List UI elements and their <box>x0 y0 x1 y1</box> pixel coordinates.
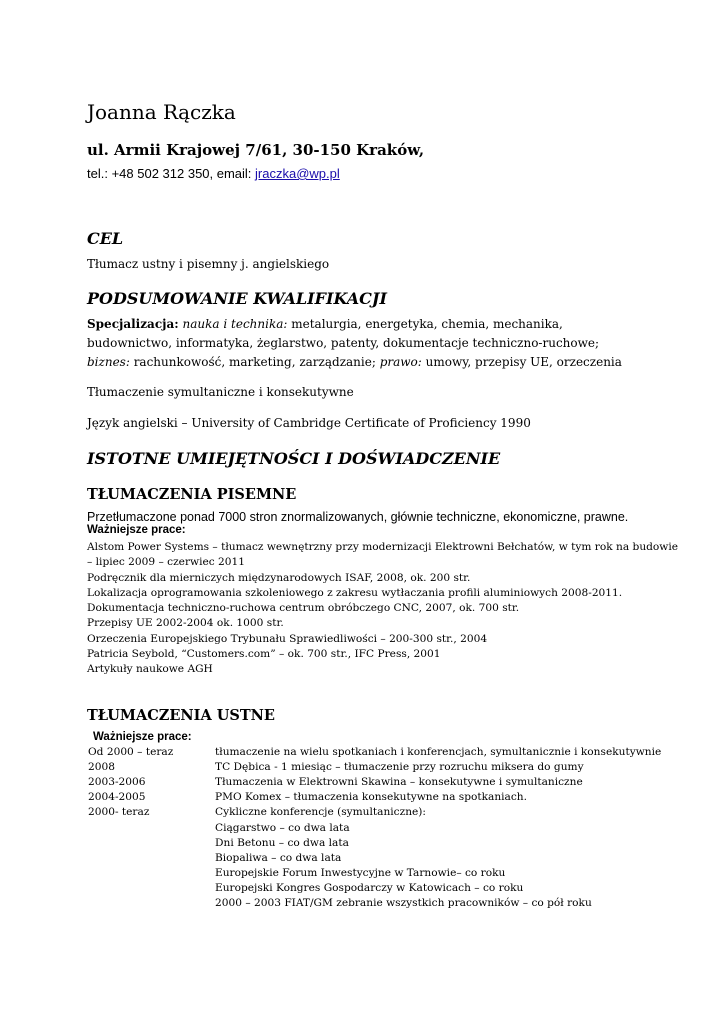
row-description: Cykliczne konferencje (symultaniczne): <box>215 806 426 818</box>
list-item: Dokumentacja techniczno-ruchowa centrum obróbczego CNC, 2007, ok. 700 str. <box>87 602 520 615</box>
subheading-ustne: TŁUMACZENIA USTNE <box>87 707 275 724</box>
list-item: Podręcznik dla mierniczych międzynarodowych ISAF, 2008, ok. 200 str. <box>87 571 471 584</box>
row-description: TC Dębica - 1 miesiąc – tłumaczenie przy rozruchu miksera do gumy <box>215 761 584 773</box>
row-description: Tłumaczenia w Elektrowni Skawina – konsekutywne i symultaniczne <box>215 776 583 788</box>
pisemne-intro: Przetłumaczone ponad 7000 stron znormalizowanych, głównie techniczne, ekonomiczne, prawne. <box>87 510 629 524</box>
section-heading-kwalifikacje: PODSUMOWANIE KWALIFIKACJI <box>87 289 387 308</box>
list-item: Przepisy UE 2002-2004 ok. 1000 str. <box>87 617 284 630</box>
cv-name: Joanna Rączka <box>87 100 236 124</box>
list-item: Alstom Power Systems – tłumacz wewnętrzny przy modernizacji Elektrowni Bełchatów, w tym rok na budowie <box>87 541 679 553</box>
pisemne-list <box>87 540 679 678</box>
spec-label: Specjalizacja: <box>87 317 179 331</box>
cel-text: Tłumacz ustny i pisemny j. angielskiego <box>87 257 330 271</box>
row-description: Europejskie Forum Inwestycyjne w Tarnowie– co roku <box>215 867 506 879</box>
pisemne-label: Ważniejsze prace: <box>87 524 186 536</box>
specjalizacja-paragraph <box>87 315 627 372</box>
spec-nauka-label: nauka i technika: <box>182 317 288 331</box>
list-item: Artykuły naukowe AGH <box>87 663 213 676</box>
list-item: Patricia Seybold, “Customers.com” – ok. 700 str., IFC Press, 2001 <box>87 648 441 661</box>
row-description: 2000 – 2003 FIAT/GM zebranie wszystkich pracowników – co pół roku <box>215 897 592 909</box>
row-period: 2004-2005 <box>88 791 146 803</box>
spec-nauka-text: metalurgia, energetyka, chemia, mechanika, budownictwo, informatyka, żeglarstwo, patenty, dokumentacje techniczno-ruchowe; <box>87 317 600 350</box>
row-period: 2003-2006 <box>88 776 146 788</box>
row-description: Dni Betonu – co dwa lata <box>215 837 349 849</box>
section-heading-cel: CEL <box>87 229 124 248</box>
list-item: Lokalizacja oprogramowania szkoleniowego z zakresu wytłaczania profili aluminiowych 2008-2011. <box>87 586 623 599</box>
row-description: Biopaliwa – co dwa lata <box>215 852 342 864</box>
spec-prawo-text: umowy, przepisy UE, orzeczenia <box>421 355 622 369</box>
spec-biznes-text: rachunkowość, marketing, zarządzanie; <box>129 355 380 369</box>
row-period: 2008 <box>88 761 115 773</box>
row-period: Od 2000 – teraz <box>88 746 174 758</box>
row-description: Ciągarstwo – co dwa lata <box>215 822 350 834</box>
list-item: Orzeczenia Europejskiego Trybunału Sprawiedliwości – 200-300 str., 2004 <box>87 632 488 645</box>
kwalifikacje-line-3: Język angielski – University of Cambridge Certificate of Proficiency 1990 <box>87 416 531 430</box>
row-description: PMO Komex – tłumaczenia konsekutywne na spotkaniach. <box>215 791 527 803</box>
spec-biznes-label: biznes: <box>87 355 130 369</box>
kwalifikacje-line-2: Tłumaczenie symultaniczne i konsekutywne <box>87 385 354 399</box>
ustne-label: Ważniejsze prace: <box>93 731 192 743</box>
list-item: – lipiec 2009 – czerwiec 2011 <box>87 556 246 569</box>
row-description: tłumaczenie na wielu spotkaniach i konferencjach, symultanicznie i konsekutywnie <box>215 746 662 758</box>
spec-prawo-label: prawo: <box>379 355 422 369</box>
address: ul. Armii Krajowej 7/61, 30-150 Kraków, <box>87 141 425 159</box>
email-link[interactable]: jraczka@wp.pl <box>255 166 340 181</box>
row-period: 2000- teraz <box>88 806 150 818</box>
section-heading-umiejetnosci: ISTOTNE UMIEJĘTNOŚCI I DOŚWIADCZENIE <box>87 449 501 468</box>
row-description: Europejski Kongres Gospodarczy w Katowicach – co roku <box>215 882 524 894</box>
subheading-pisemne: TŁUMACZENIA PISEMNE <box>87 486 297 503</box>
contact-line <box>87 166 340 181</box>
contact-phone: tel.: +48 502 312 350, email: <box>87 166 256 181</box>
